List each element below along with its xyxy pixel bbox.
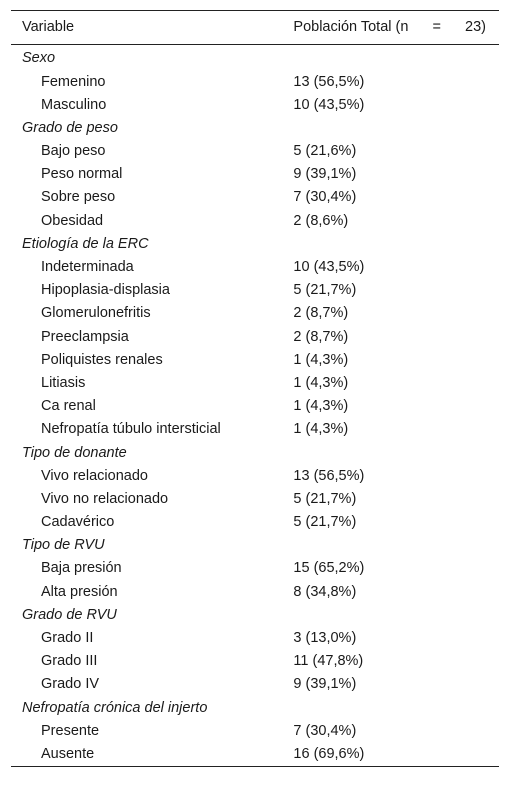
group-label: Grado de RVU bbox=[22, 606, 117, 623]
row-variable: Alta presión bbox=[41, 583, 118, 600]
row-variable: Ausente bbox=[41, 745, 95, 762]
row-variable: Grado IV bbox=[41, 676, 100, 693]
row-variable: Femenino bbox=[41, 73, 106, 90]
row-variable: Presente bbox=[41, 722, 100, 739]
row-variable: Obesidad bbox=[41, 212, 104, 229]
group-value-empty bbox=[293, 696, 499, 719]
row-value: 5 (21,7%) bbox=[293, 514, 357, 531]
group-label: Etiología de la ERC bbox=[22, 235, 149, 252]
table-row bbox=[11, 557, 499, 580]
table-row bbox=[11, 743, 499, 767]
row-value: 13 (56,5%) bbox=[293, 467, 365, 484]
table-row bbox=[11, 140, 499, 163]
row-variable: Litiasis bbox=[41, 374, 86, 391]
header-population-suffix: 23) bbox=[465, 19, 486, 36]
row-value: 2 (8,7%) bbox=[293, 305, 349, 322]
population-table bbox=[11, 10, 499, 767]
row-value: 10 (43,5%) bbox=[293, 96, 365, 113]
header-population-prefix: Población Total (n bbox=[293, 19, 409, 36]
table-row bbox=[11, 163, 499, 186]
group-value-empty bbox=[293, 604, 499, 627]
group-value-empty bbox=[293, 45, 499, 71]
row-variable: Baja presión bbox=[41, 560, 122, 577]
row-value: 7 (30,4%) bbox=[293, 189, 357, 206]
row-variable: Poliquistes renales bbox=[41, 351, 163, 368]
group-label: Nefropatía crónica del injerto bbox=[22, 699, 208, 716]
header-row bbox=[11, 11, 499, 45]
table-body bbox=[11, 45, 499, 767]
table-row bbox=[11, 580, 499, 603]
row-value: 5 (21,7%) bbox=[293, 490, 357, 507]
table-row bbox=[11, 650, 499, 673]
group-row bbox=[11, 117, 499, 140]
row-value: 1 (4,3%) bbox=[293, 421, 349, 438]
row-variable: Masculino bbox=[41, 96, 107, 113]
group-row bbox=[11, 45, 499, 71]
row-value: 1 (4,3%) bbox=[293, 351, 349, 368]
table-row bbox=[11, 395, 499, 418]
table-row bbox=[11, 302, 499, 325]
table-row bbox=[11, 464, 499, 487]
group-row bbox=[11, 233, 499, 256]
row-value: 16 (69,6%) bbox=[293, 745, 365, 762]
row-variable: Grado II bbox=[41, 630, 94, 647]
row-variable: Glomerulonefritis bbox=[41, 305, 151, 322]
row-value: 9 (39,1%) bbox=[293, 676, 357, 693]
table-row bbox=[11, 372, 499, 395]
row-value: 1 (4,3%) bbox=[293, 374, 349, 391]
table-row bbox=[11, 488, 499, 511]
group-value-empty bbox=[293, 534, 499, 557]
header-equals: = bbox=[432, 19, 441, 36]
group-row bbox=[11, 534, 499, 557]
table-row bbox=[11, 209, 499, 232]
row-variable: Peso normal bbox=[41, 166, 123, 183]
group-label: Tipo de donante bbox=[22, 444, 127, 461]
header-variable: Variable bbox=[22, 19, 75, 36]
row-variable: Nefropatía túbulo intersticial bbox=[41, 421, 221, 438]
header-population-text bbox=[293, 20, 499, 35]
row-value: 5 (21,6%) bbox=[293, 143, 357, 160]
table-row bbox=[11, 93, 499, 116]
group-value-empty bbox=[293, 233, 499, 256]
row-value: 11 (47,8%) bbox=[293, 653, 364, 670]
row-variable: Preeclampsia bbox=[41, 328, 129, 345]
table-row bbox=[11, 719, 499, 742]
group-label: Grado de peso bbox=[22, 119, 118, 136]
row-variable: Ca renal bbox=[41, 398, 96, 415]
data-table-container bbox=[11, 10, 499, 767]
row-value: 5 (21,7%) bbox=[293, 282, 357, 299]
table-row bbox=[11, 418, 499, 441]
table-row bbox=[11, 673, 499, 696]
row-variable: Vivo relacionado bbox=[41, 467, 148, 484]
table-row bbox=[11, 70, 499, 93]
table-row bbox=[11, 186, 499, 209]
row-value: 8 (34,8%) bbox=[293, 583, 357, 600]
row-variable: Grado III bbox=[41, 653, 98, 670]
row-variable: Indeterminada bbox=[41, 259, 134, 276]
table-row bbox=[11, 627, 499, 650]
row-value: 13 (56,5%) bbox=[293, 73, 365, 90]
row-variable: Sobre peso bbox=[41, 189, 116, 206]
row-value: 9 (39,1%) bbox=[293, 166, 357, 183]
table-row bbox=[11, 348, 499, 371]
table-row bbox=[11, 325, 499, 348]
row-variable: Hipoplasia-displasia bbox=[41, 282, 170, 299]
group-row bbox=[11, 604, 499, 627]
group-label: Tipo de RVU bbox=[22, 537, 105, 554]
row-value: 2 (8,7%) bbox=[293, 328, 349, 345]
table-header bbox=[11, 11, 499, 45]
table-row bbox=[11, 279, 499, 302]
row-value: 10 (43,5%) bbox=[293, 259, 365, 276]
group-row bbox=[11, 441, 499, 464]
row-value: 1 (4,3%) bbox=[293, 398, 349, 415]
table-row bbox=[11, 256, 499, 279]
group-value-empty bbox=[293, 441, 499, 464]
header-population bbox=[293, 11, 499, 45]
row-variable: Vivo no relacionado bbox=[41, 490, 169, 507]
table-row bbox=[11, 511, 499, 534]
row-variable: Bajo peso bbox=[41, 143, 106, 160]
group-label: Sexo bbox=[22, 50, 56, 67]
row-value: 3 (13,0%) bbox=[293, 630, 357, 647]
group-row bbox=[11, 696, 499, 719]
row-value: 15 (65,2%) bbox=[293, 560, 365, 577]
row-value: 2 (8,6%) bbox=[293, 212, 349, 229]
group-value-empty bbox=[293, 117, 499, 140]
row-variable: Cadavérico bbox=[41, 514, 115, 531]
row-value: 7 (30,4%) bbox=[293, 722, 357, 739]
